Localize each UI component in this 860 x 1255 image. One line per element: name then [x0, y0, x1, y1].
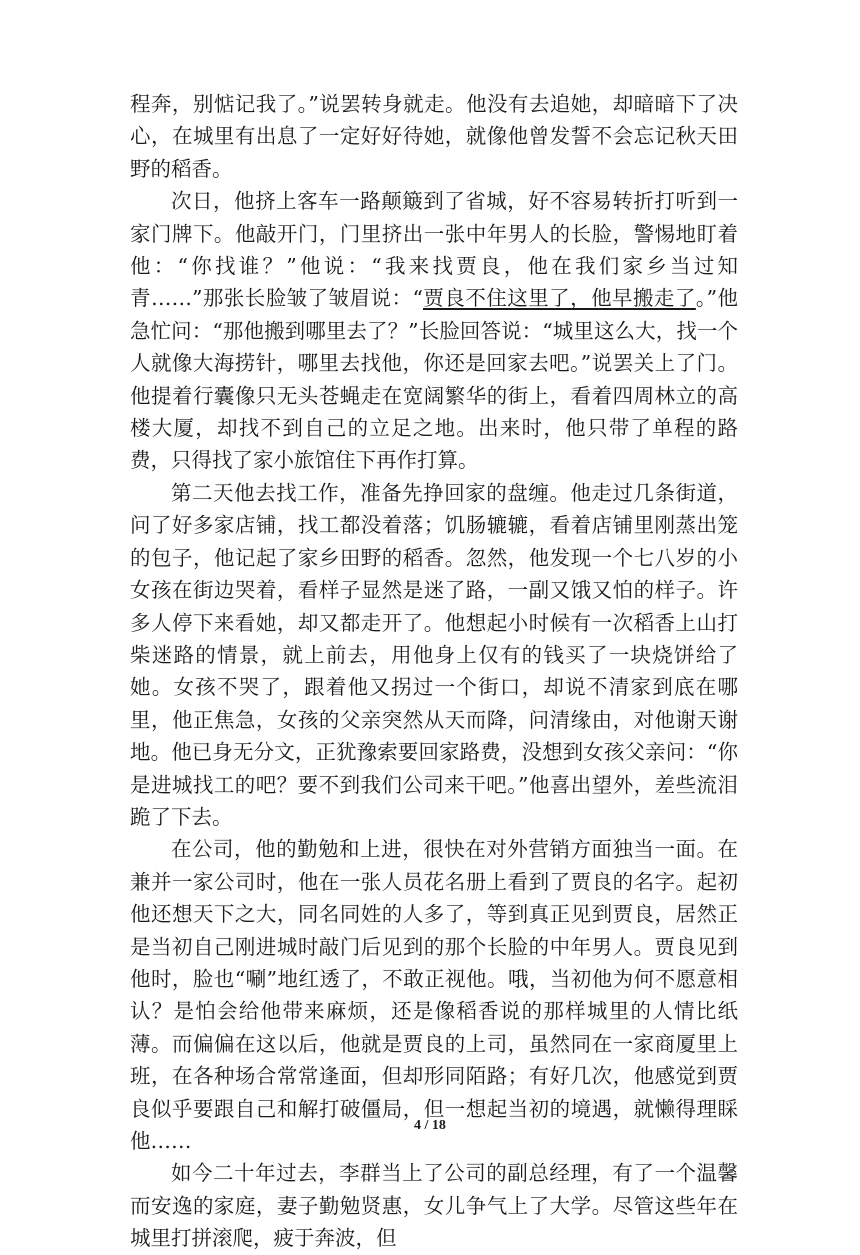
paragraph: [130, 477, 738, 833]
paragraph-text: 在公司，他的勤勉和上进，很快在对外营销方面独当一面。在兼并一家公司时，他在一张人员花名册上看到了贾良的名字。起初他还想天下之大，同名同姓的人多了，等到真正见到贾良，居然正是当初自己刚进城时敲门后见到的那个长脸的中年男人。贾良见到他时，脸也“唰”地红透了，不敢正视他。哦，当初他为何不愿意相认？是怕会给他带来麻烦，还是像稻香说的那样城里的人情比纸薄。而偏偏在这以后，他就是贾良的上司，虽然同在一家商厦里上班，在各种场合常常逢面，但却形同陌路；有好几次，他感觉到贾良似乎要跟自己和解打破僵局，但一想起当初的境遇，就懒得理睬他……: [130, 837, 738, 1153]
underlined-text: 贾良不住这里了，他早搬走了: [422, 286, 696, 311]
paragraph: [130, 833, 738, 1157]
paragraph: [130, 1157, 738, 1254]
paragraph-text: 如今二十年过去，李群当上了公司的副总经理，有了一个温馨而安逸的家庭，妻子勤勉贤惠，女儿争气上了大学。尽管这些年在城里打拼滚爬，疲于奔波，但: [130, 1161, 738, 1251]
paragraph-text: 程奔，别惦记我了。”说罢转身就走。他没有去追她，却暗暗下了决心，在城里有出息了一定好好待她，就像他曾发誓不会忘记秋天田野的稻香。: [130, 92, 738, 181]
paragraph-text: 第二天他去找工作，准备先挣回家的盘缠。他走过几条街道，问了好多家店铺，找工都没着落；饥肠辘辘，看着店铺里刚蒸出笼的包子，他记起了家乡田野的稻香。忽然，他发现一个七八岁的小女孩在街边哭着，看样子显然是迷了路，一副又饿又怕的样子。许多人停下来看她，却又都走开了。他想起小时候有一次稻香上山打柴迷路的情景，就上前去，用他身上仅有的钱买了一块烧饼给了她。女孩不哭了，跟着他又拐过一个街口，却说不清家到底在哪里，他正焦急，女孩的父亲突然从天而降，问清缘由，对他谢天谢地。他已身无分文，正犹豫索要回家路费，没想到女孩父亲问：“你是进城找工的吧？要不到我们公司来干吧。”他喜出望外，差些流泪跪了下去。: [130, 480, 738, 829]
paragraph-text: 次日，他挤上客车一路颠簸到了省城，好不容易转折打听到一家门牌下。他敲开门，门里挤出一张中年男人的长脸，警惕地盯着他：“你找谁？”他说：“我来找贾良，他在我们家乡当过知青……”那张长脸皱了皱眉说：“: [130, 189, 738, 311]
paragraph: [130, 185, 738, 477]
document-body: [130, 88, 738, 1255]
paragraph: [130, 88, 738, 185]
paragraph-text: 。”他急忙问：“那他搬到哪里去了？”长脸回答说：“城里这么大，找一个人就像大海捞针，哪里去找他，你还是回家去吧。”说罢关上了门。他提着行囊像只无头苍蝇走在宽阔繁华的街上，看着四周林立的高楼大厦，却找不到自己的立足之地。出来时，他只带了单程的路费，只得找了家小旅馆住下再作打算。: [130, 286, 739, 473]
page-number: 4 / 18: [414, 1118, 446, 1133]
